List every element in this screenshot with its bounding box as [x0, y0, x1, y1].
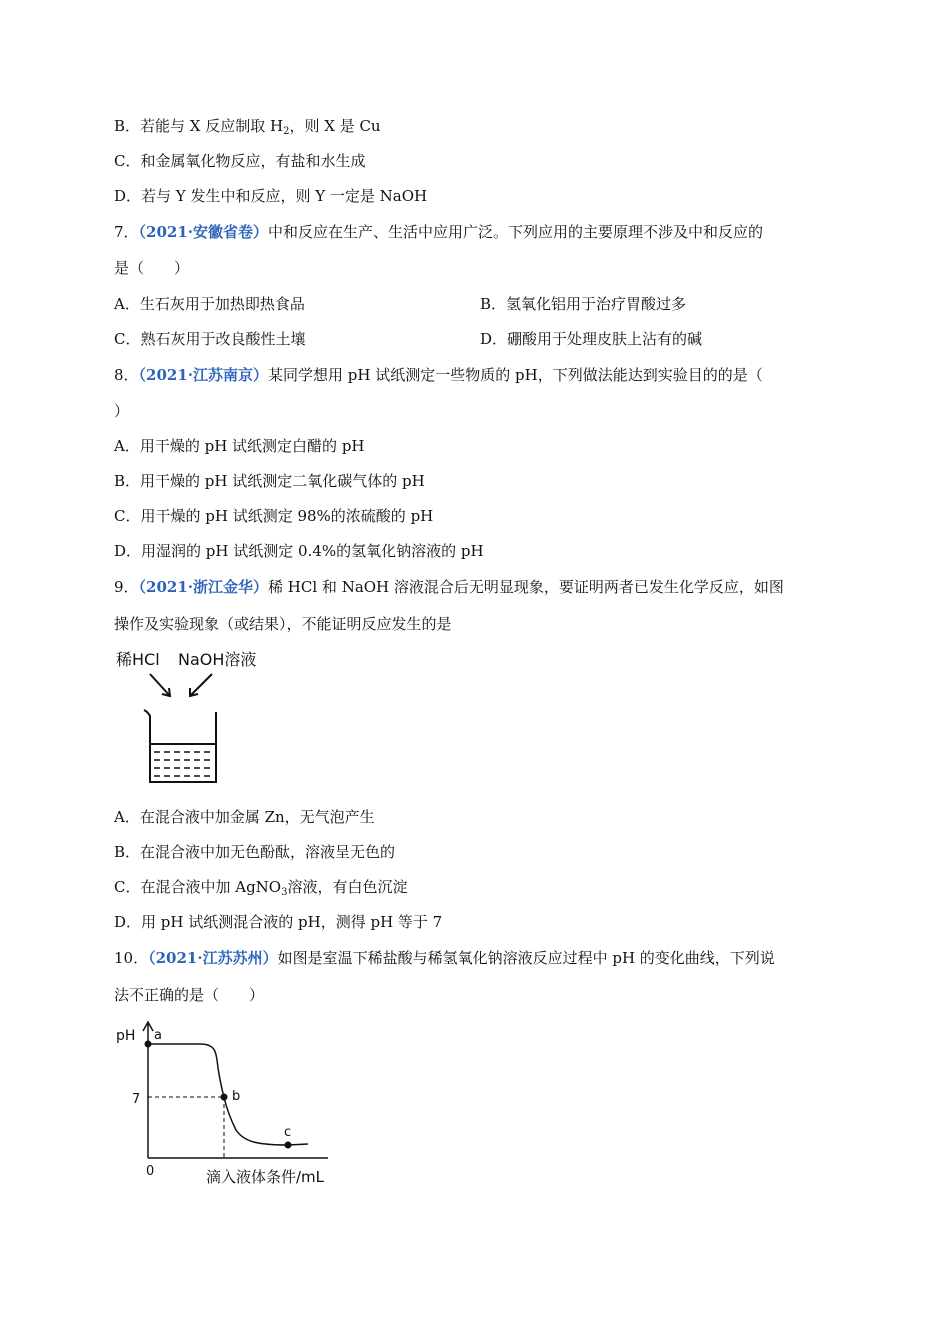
point-c-label: c: [284, 1125, 292, 1140]
q9-stem-line2: 操作及实验现象（或结果），不能证明反应发生的是: [114, 615, 452, 633]
q7-stem-line1: 7．（2021·安徽省卷）中和反应在生产、生活中应用广泛。下列应用的主要原理不涉及中和反应的: [114, 223, 764, 241]
y-axis-label: pH: [116, 1028, 136, 1044]
q9-option-d: D．用 pH 试纸测混合液的 pH，测得 pH 等于 7: [114, 913, 443, 931]
beaker-figure: [112, 644, 272, 789]
q8-stem-line2: ）: [114, 402, 130, 420]
point-a-label: a: [154, 1028, 162, 1043]
q9-stem-line1: 9．（2021·浙江金华）稀 HCl 和 NaOH 溶液混合后无明显现象，要证明两者已发生化学反应，如图: [114, 578, 784, 596]
q8-option-d: D．用湿润的 pH 试纸测定 0.4%的氢氧化钠溶液的 pH: [114, 542, 484, 560]
point-b-label: b: [232, 1089, 241, 1104]
q10-source: （2021·江苏苏州）: [148, 949, 278, 967]
q9-number: 9．: [114, 578, 139, 596]
point-a: [145, 1041, 152, 1048]
label-naoh-solution: NaOH溶液: [178, 650, 257, 669]
q10-stem-line1: 10．（2021·江苏苏州）如图是室温下稀盐酸与稀氢氧化钠溶液反应过程中 pH 的变化曲线，下列说: [114, 949, 775, 967]
q7-stem-line2: 是（ ）: [114, 259, 190, 277]
q9-source: （2021·浙江金华）: [138, 578, 269, 596]
origin-label: 0: [146, 1164, 155, 1179]
q6-option-c: C．和金属氧化物反应，有盐和水生成: [114, 152, 366, 170]
q8-number: 8．: [114, 366, 139, 384]
q8-source: （2021·江苏南京）: [138, 366, 269, 384]
arrow-left-icon: [150, 674, 170, 696]
q10-stem-line2: 法不正确的是（ ）: [114, 986, 265, 1004]
arrow-right-icon: [190, 674, 212, 696]
q7-number: 7．: [114, 223, 139, 241]
q7-option-a: A．生石灰用于加热即热食品: [114, 295, 305, 313]
beaker-icon: [144, 710, 216, 782]
x-axis-label: 滴入液体条件/mL: [206, 1168, 325, 1186]
q8-option-a: A．用干燥的 pH 试纸测定白醋的 pH: [114, 437, 365, 455]
y-tick-7: 7: [132, 1092, 141, 1107]
ph-curve-figure: [112, 1018, 352, 1188]
q7-option-d: D．硼酸用于处理皮肤上沾有的碱: [480, 330, 703, 348]
label-dilute-hcl: 稀HCl: [116, 650, 160, 669]
q6-option-d: D．若与 Y 发生中和反应，则 Y 一定是 NaOH: [114, 187, 428, 205]
q8-option-b: B．用干燥的 pH 试纸测定二氧化碳气体的 pH: [114, 472, 425, 490]
point-c: [285, 1142, 292, 1149]
q9-option-b: B．在混合液中加无色酚酞，溶液呈无色的: [114, 843, 396, 861]
point-b: [221, 1094, 228, 1101]
q7-source: （2021·安徽省卷）: [138, 223, 269, 241]
q6-option-b: B．若能与 X 反应制取 $H_2$，则 X 是 Cu: [114, 117, 381, 137]
q8-option-c: C．用干燥的 pH 试纸测定 98%的浓硫酸的 pH: [114, 507, 434, 525]
q10-number: 10．: [114, 949, 149, 967]
liquid-dashes: [154, 752, 212, 776]
q7-option-b: B．氢氧化铝用于治疗胃酸过多: [480, 295, 687, 313]
q9-option-a: A．在混合液中加金属 Zn，无气泡产生: [114, 808, 375, 826]
q9-option-c: C．在混合液中加 AgNO$_3$溶液，有白色沉淀: [114, 878, 408, 898]
q8-stem-line1: 8．（2021·江苏南京）某同学想用 pH 试纸测定一些物质的 pH，下列做法能达到实验目的的是（: [114, 366, 763, 384]
q7-option-c: C．熟石灰用于改良酸性土壤: [114, 330, 306, 348]
